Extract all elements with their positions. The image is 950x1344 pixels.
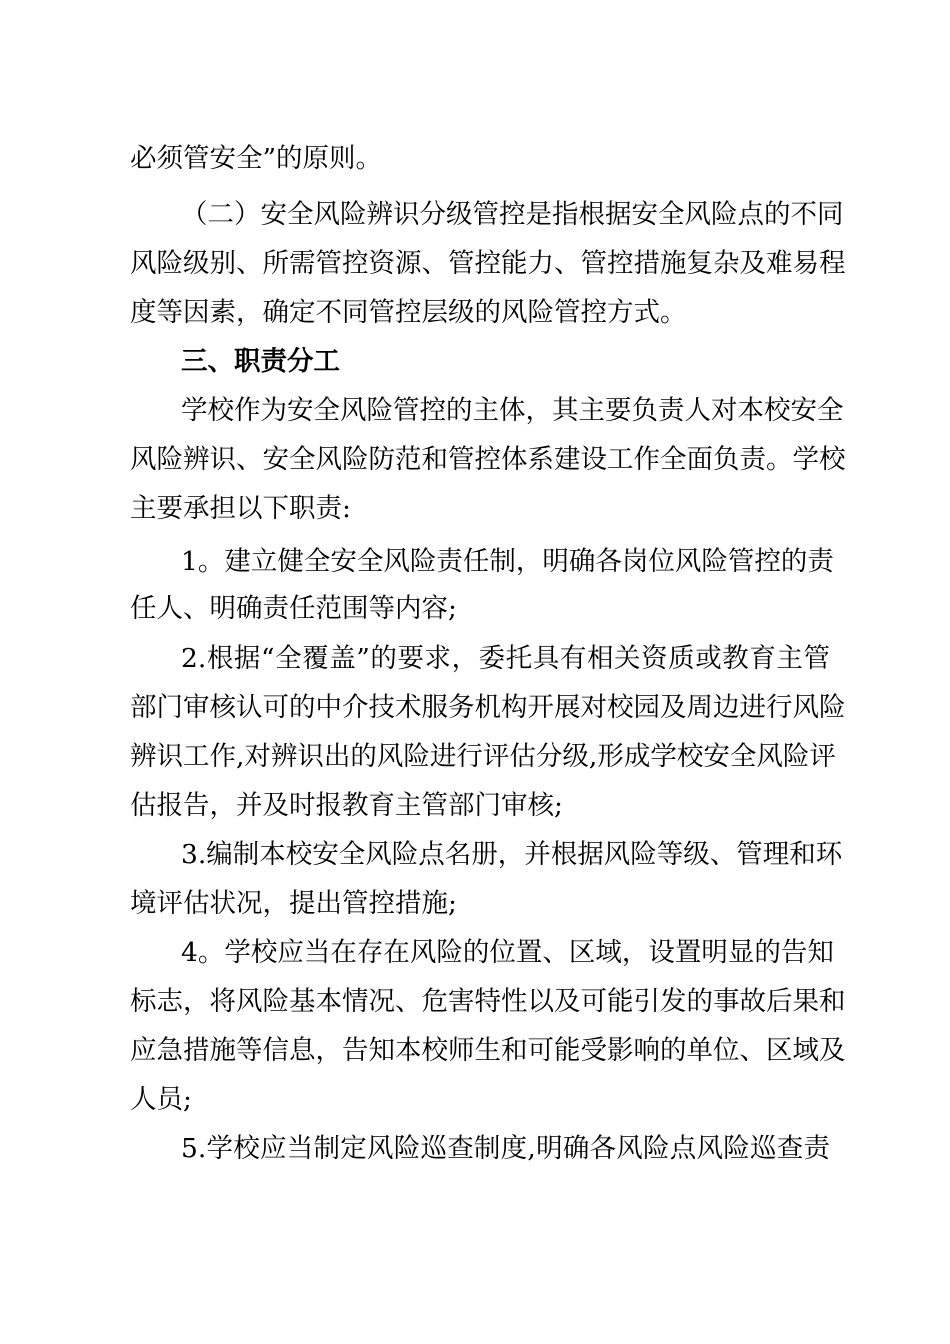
list-item-line: 估报告，并及时报教育主管部门审核; xyxy=(130,790,563,821)
list-item-line: 2.根据“全覆盖”的要求，委托具有相关资质或教育主管 xyxy=(181,643,830,674)
paragraph-line: 度等因素，确定不同管控层级的风险管控方式。 xyxy=(130,297,687,328)
paragraph-line: 学校作为安全风险管控的主体，其主要负责人对本校安全 xyxy=(181,395,844,426)
paragraph-line: 风险辨识、安全风险防范和管控体系建设工作全面负责。学校 xyxy=(130,444,846,475)
list-item-line: 3.编制本校安全风险点名册，并根据风险等级、管理和环 xyxy=(181,839,843,870)
list-item-line: 应急措施等信息，告知本校师生和可能受影响的单位、区域及 xyxy=(130,1035,846,1066)
list-item-line: 1。建立健全安全风险责任制，明确各岗位风险管控的责 xyxy=(181,546,834,577)
list-item-line: 任人、明确责任范围等内容; xyxy=(130,593,457,624)
paragraph-line: 风险级别、所需管控资源、管控能力、管控措施复杂及难易程 xyxy=(130,248,846,279)
paragraph-line: 主要承担以下职责: xyxy=(130,493,351,524)
section-heading: 三、职责分工 xyxy=(181,346,340,377)
paragraph-line: 必须管安全”的原则。 xyxy=(130,143,383,174)
list-item-line: 辨识工作,对辨识出的风险进行评估分级,形成学校安全风险评 xyxy=(130,741,836,772)
list-item-line: 5.学校应当制定风险巡查制度,明确各风险点风险巡查责 xyxy=(181,1133,830,1164)
list-item-line: 境评估状况，提出管控措施; xyxy=(130,888,457,919)
paragraph-line: （二）安全风险辨识分级管控是指根据安全风险点的不同 xyxy=(181,199,844,230)
list-item-line: 4。学校应当在存在风险的位置、区域，设置明显的告知 xyxy=(181,937,834,968)
list-item-line: 标志，将风险基本情况、危害特性以及可能引发的事故后果和 xyxy=(130,986,846,1017)
list-item-line: 部门审核认可的中介技术服务机构开展对校园及周边进行风险 xyxy=(130,692,846,723)
list-item-line: 人员; xyxy=(130,1084,192,1115)
